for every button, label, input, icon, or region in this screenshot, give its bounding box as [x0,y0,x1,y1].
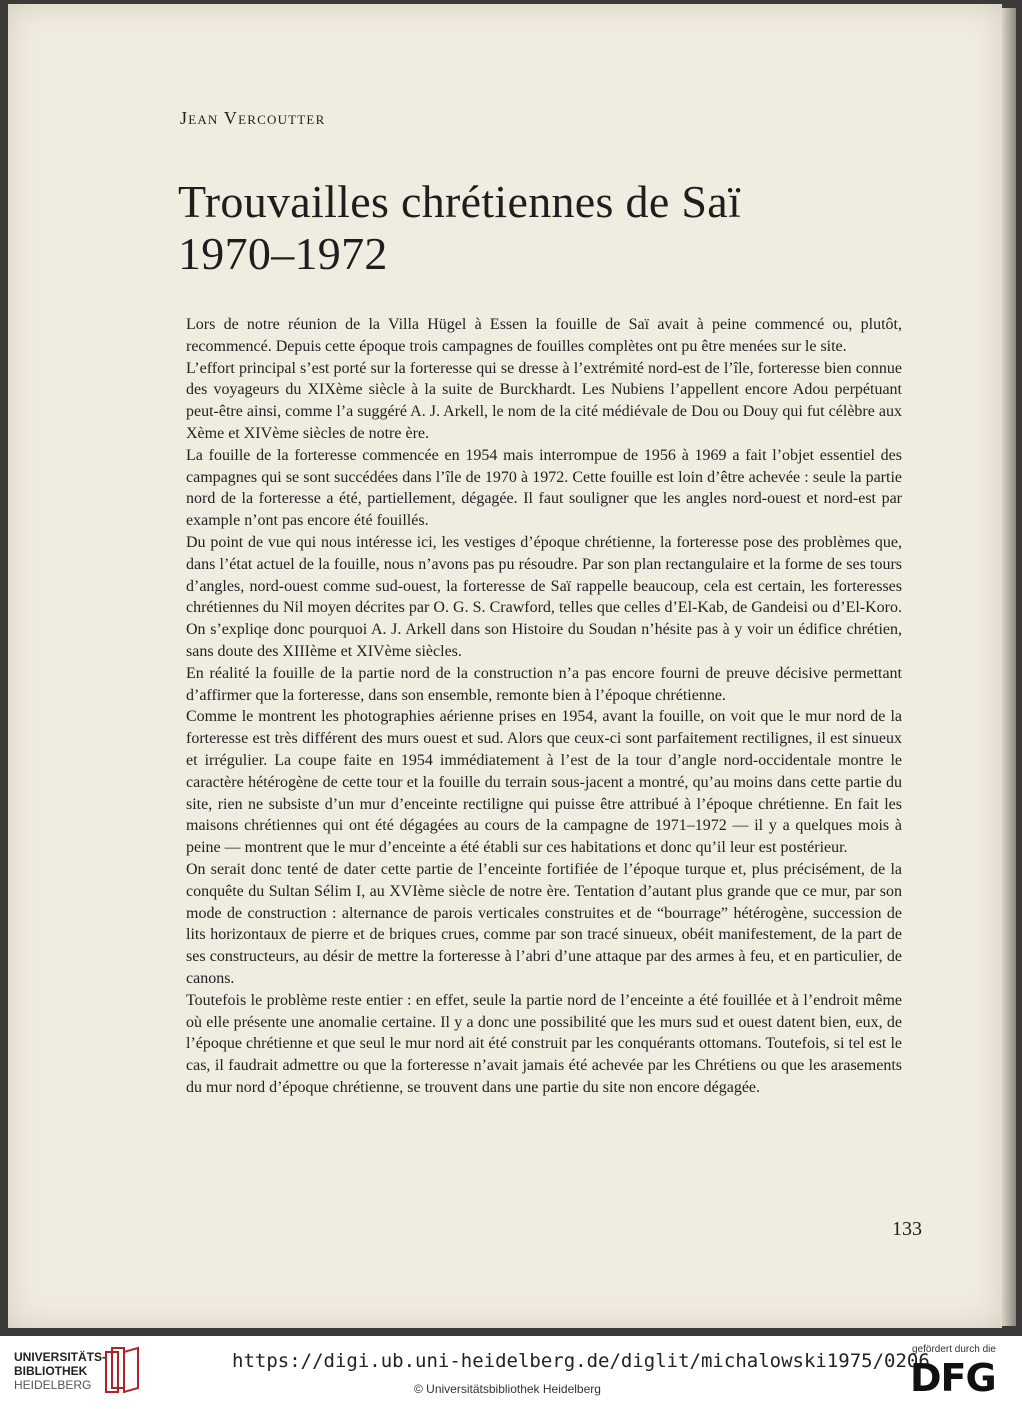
paragraph: Du point de vue qui nous intéresse ici, les vestiges d’époque chrétienne, la forteresse pose des problèmes que, dans l’état actuel de la fouille, nous n’avons pas pu résoudre. Par son plan rectangulaire et la forme de ses tours d’angles, nord-ouest comme sud-ouest, la forteresse de Saï rappelle beaucoup, cela est certain, les forteresses chrétiennes du Nil moyen décrites par O. G. S. Crawford, telles que celles d’El-Kab, de Gandeisi ou d’El-Koro. On s’expliqe donc pourquoi A. J. Arkell dans son Histoire du Soudan n’hésite pas à y voir un édifice chrétien, sans doute des XIIIème et XIVème siècles. [186,533,902,660]
library-name[interactable] [14,1350,106,1392]
library-line: UNIVERSITÄTS- [14,1350,107,1364]
copyright-notice: © Universitätsbibliothek Heidelberg [414,1382,601,1396]
library-logo-icon[interactable] [102,1346,142,1398]
page-number: 133 [892,1218,922,1240]
funding-note: gefördert durch die [912,1344,996,1355]
title-line-2: 1970–1972 [178,228,388,279]
title-line-1: Trouvailles chrétiennes de Saï [178,176,742,227]
paragraph: En réalité la fouille de la partie nord de la construction n’a pas encore fourni de preuve décisive permettant d’affirmer que la forteresse, dans son ensemble, remonte bien à l’époque chrétienne. [186,664,902,704]
book-page [8,4,1002,1328]
paragraph: L’effort principal s’est porté sur la forteresse qui se dresse à l’extrémité nord-est de l’île, forteresse bien connue des voyageurs du XIXème siècle à la suite de Burckhardt. Les Nubiens l’appellent encore Adou perpétuant peut-être ainsi, comme l’a suggéré A. J. Arkell, le nom de la cité médiévale de Dou ou Douy qui fut célèbre aux Xème et XIVème siècles de notre ère. [186,359,902,442]
article-body [186,314,902,1099]
paragraph: Comme le montrent les photographies aérienne prises en 1954, avant la fouille, on voit que le mur nord de la forteresse est très différent des murs ouest et sud. Alors que ceux-ci sont parfaitement rectilignes, il est sinueux et irrégulier. La coupe faite en 1954 immédiatement à l’est de la tour d’angle nord-occidentale montre le caractère hétérogène de cette tour et la fouille du terrain sous-jacent a montré, qu’au moins dans cette partie du site, rien ne subsiste d’un mur d’enceinte rectiligne qui puisse être attribué à l’époque chrétienne. En fait les maisons chrétiennes qui ont été dégagées au cours de la campagne de 1971–1972 — il y a quelques mois à peine — montrent que le mur d’enceinte a été établi sur ces habitations et donc qu’il leur est postérieur. [186,708,902,857]
viewer-footer [0,1336,1022,1409]
author-name: Jean Vercoutter [180,108,326,128]
paragraph: On serait donc tenté de dater cette partie de l’enceinte fortifiée de l’époque turque et, plus précisément, de la conquête du Sultan Sélim I, au XVIème siècle de notre ère. Tentation d’autant plus grande que ce mur, par son mode de construction : alternance de parois verticales construites et de “bourrage” hétérogène, succession de lits horizontaux de pierre et de briques crues, comme par son tracé sinueux, obéit manifestement, de la part de ses constructeurs, au désir de mettre la forteresse à l’abri d’une attaque par des armes à feu, et en particulier, de canons. [186,860,902,987]
permalink-url[interactable]: https://digi.ub.uni-heidelberg.de/diglit/michalowski1975/0206 [232,1350,930,1372]
library-line: HEIDELBERG [14,1378,92,1392]
paragraph: La fouille de la forteresse commencée en 1954 mais interrompue de 1956 à 1969 a fait l’objet essentiel des campagnes qui se sont succédées dans l’île de 1970 à 1972. Cette fouille est loin d’être achevée : seule la partie nord de la forteresse a été, partiellement, dégagée. Il faut souligner que les angles nord-ouest et nord-est par example n’ont pas encore été fouillés. [186,446,902,530]
dfg-logo[interactable]: DFG [910,1356,996,1400]
library-line: BIBLIOTHEK [14,1364,88,1378]
paragraph: Lors de notre réunion de la Villa Hügel à Essen la fouille de Saï avait à peine commencé ou, plutôt, recommencé. Depuis cette époque trois campagnes de fouilles complètes ont pu être menées sur le site. [186,316,902,355]
article-title [178,176,898,280]
paragraph: Toutefois le problème reste entier : en effet, seule la partie nord de l’enceinte a été fouillée et à l’endroit même où elle présente une anomalie certaine. Il y a donc une possibilité que les murs sud et ouest datent bien, eux, de l’époque chrétienne et que seul le mur nord ait été construit par les conquérants ottomans. Toutefois, si tel est le cas, il faudrait admettre ou que la forteresse n’avait jamais été achevée par les Chrétiens ou que les arasements du mur nord d’époque chrétienne, se trouvent dans une partie du site non encore dégagée. [186,991,902,1096]
page-edge [1002,8,1016,1326]
